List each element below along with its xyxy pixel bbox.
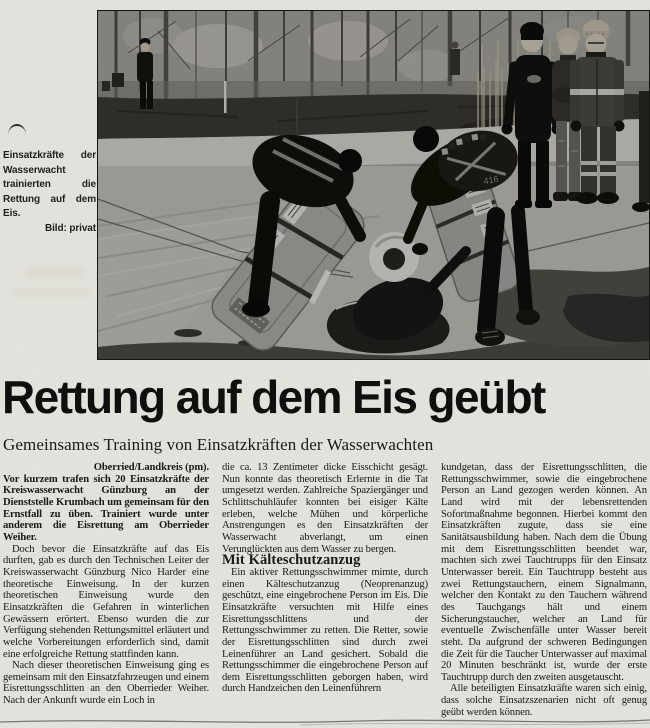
paragraph: Doch bevor die Einsatzkräfte auf das Eis durften, gab es durch den Technischen Leiter der Kreiswasserwacht Günzburg Nico Harder eine theoretische Einweisung. In der kurzen theoretischen Einweisung wurde den Einsatzkräften die Gefahren in winterlichen Gewässern erörtert. Ebenso wurden die zur Verfügung stehenden Rettungsmittel erläutert und welche Vorbereitungen erforderlich sind, damit eine erfolgreiche Rettung stattfinden kann. [3, 543, 209, 660]
lead-paragraph [3, 462, 209, 544]
photo-caption-text: Einsatzkräfte der Wasserwacht trainierten die Rettung auf dem Eis. [3, 150, 96, 219]
article-column-1 [3, 462, 209, 722]
ice-rescue-scene [98, 11, 649, 359]
section-subheading: Mit Kälteschutzanzug [222, 552, 361, 569]
dateline: Oberried/Landkreis (pm). [93, 462, 209, 473]
bleed-through-smudge [12, 288, 90, 297]
headline: Rettung auf dem Eis geübt [2, 371, 545, 423]
photo-credit: Bild: privat [44, 222, 96, 234]
paragraph: Alle beteiligten Einsatzkräfte waren sich einig, dass solche Einsatzszenarien nicht oft genug geübt werden können. [441, 683, 647, 718]
lead-text: Vor kurzem trafen sich 20 Einsatzkräfte der Kreiswasserwacht Günzburg an der Dienststelle Krumbach um gemeinsam für den Ernstfall zu üben. Trainiert wurde unter anderem die Eisrettung am Oberrieder Weiher. [3, 473, 209, 543]
photo-caption [3, 149, 96, 236]
bag-number-label: 416 [482, 173, 500, 187]
page-fold-line [0, 715, 650, 728]
paragraph: die ca. 13 Zentimeter dicke Eisschicht gesägt. Nun konnte das theoretisch Erlernte in die Tat umgesetzt werden. Zahlreiche Spaziergänger und Schlittschuhläufer konnten bei eisiger Kälte erleben, welche Mühen und körperliche Anstrengungen es den Einsatzkräften der Wasserwacht abverlangt, um einen Verunglückten aus dem Wasser zu bergen. [222, 462, 428, 555]
article-body [3, 462, 647, 722]
pen-mark [8, 124, 26, 135]
bleed-through-smudge [26, 266, 84, 279]
paragraph: kundgetan, dass der Eisrettungsschlitten, die Rettungsschwimmer, sowie die eingebrochene Person an Land gezogen werden können. An Land wird mit der lebensrettenden Sofortmaßnahme begonnen. Hierbei kommt den Einsatzkräften zugute, dass sie eine Sanitätsausbildung haben. Nach dem die Übung mit dem Eisrettungsschlitten beendet war, machten sich zwei Tauchtrupps für den Einsatz Unterwasser bereit. Ein Tauchtrupp besteht aus zwei Rettungstauchern, einem Signalmann, welcher den Kontakt zu den Tauchern während des Tauchgangs hält und einem Sicherungstaucher, welcher an Land für eventuelle Zwischenfälle unter Wasser bereit steht. Da aufgrund der schweren Bedingungen die Zeit für die Taucher Unterwasser auf maximal 20 Minuten beschränkt ist, wurde der erste Tauchtrupp durch den zweiten ausgetauscht. [441, 462, 647, 683]
paragraph: Ein aktiver Rettungsschwimmer mimte, durch einen Kälteschutzanzug (Neoprenanzug) geschützt, eine eingebrochene Person im Eis. Die Einsatzkräfte versuchten mit Hilfe eines Eisrettungsschlittens und der Rettungsschwimmer zu retten. Die Retter, sowie der Eisrettungsschlitten sind durch zwei Leinenführer an Land gesichert. Sobald die Rettungsschimmer die eingebrochene Person auf dem Eisrettungsschlitten geborgen haben, wird durch Handzeichen den Leinenführern [222, 566, 428, 695]
article-column-2 [222, 462, 428, 722]
paragraph: Nach dieser theoretischen Einweisung ging es gemeinsam mit den Einsatzfahrzeugen und einem Eisrettungsschlitten an den Oberrieder Weiher. Nach der Ankunft wurde ein Loch in [3, 660, 209, 707]
article-column-3 [441, 462, 647, 722]
news-photo [97, 10, 650, 360]
subheadline: Gemeinsames Training von Einsatzkräften der Wasserwachten [3, 435, 434, 454]
